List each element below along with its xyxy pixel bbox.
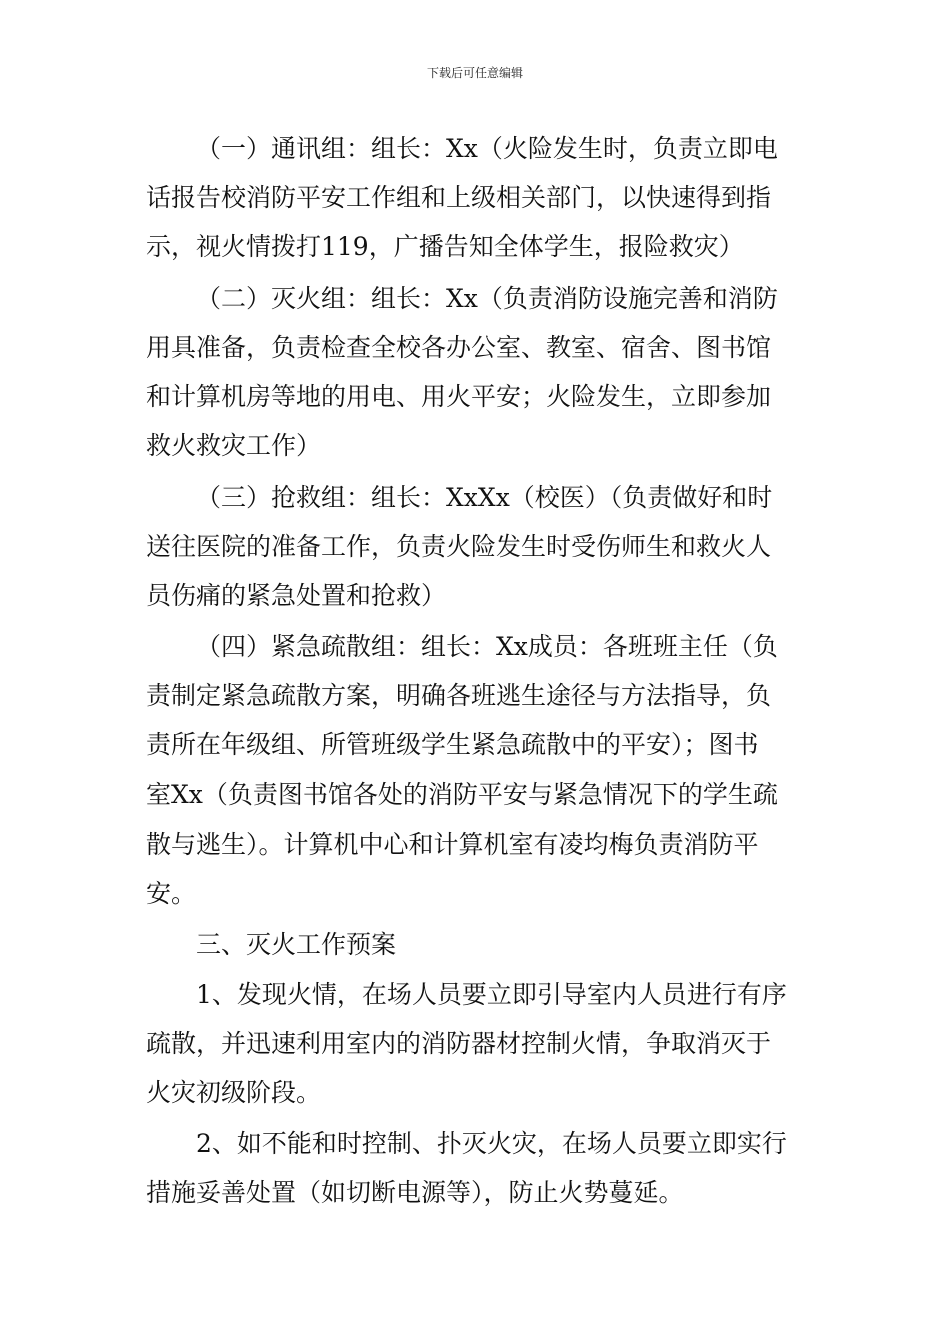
- text-line: 用具准备，负责检查全校各办公室、教室、宿舍、图书馆: [146, 333, 772, 362]
- page-header: 下载后可任意编辑: [426, 66, 523, 80]
- text-line: （四）紧急疏散组：组长：Xx成员：各班班主任（负: [196, 632, 778, 661]
- text-line: 火灾初级阶段。: [146, 1078, 322, 1107]
- text-line: 责制定紧急疏散方案，明确各班逃生途径与方法指导，负: [146, 681, 772, 710]
- text-line: 安。: [146, 879, 197, 908]
- text-line: 和计算机房等地的用电、用火平安；火险发生，立即参加: [146, 382, 772, 411]
- text-line: 措施妥善处置（如切断电源等），防止火势蔓延。: [146, 1178, 684, 1207]
- text-line: （三）抢救组：组长：XxXx（校医）（负责做好和时: [196, 483, 773, 512]
- text-line: 示，视火情拨打119，广播告知全体学生，报险救灾）: [146, 232, 744, 261]
- section-heading: 三、灭火工作预案: [196, 930, 397, 959]
- text-line: 疏散，并迅速利用室内的消防器材控制火情，争取消灭于: [146, 1029, 772, 1058]
- text-line: （二）灭火组：组长：Xx（负责消防设施完善和消防: [196, 284, 778, 313]
- text-line: 救火救灾工作）: [146, 431, 322, 460]
- text-line: 责所在年级组、所管班级学生紧急疏散中的平安）；图书: [146, 730, 759, 759]
- text-line: 员伤痛的紧急处置和抢救）: [146, 581, 447, 610]
- text-line: 室Xx（负责图书馆各处的消防平安与紧急情况下的学生疏: [146, 780, 778, 809]
- text-line: 2、如不能和时控制、扑灭火灾，在场人员要立即实行: [196, 1129, 787, 1158]
- text-line: 送往医院的准备工作，负责火险发生时受伤师生和救火人: [146, 532, 772, 561]
- text-line: 散与逃生）。计算机中心和计算机室有凌均梅负责消防平: [146, 830, 759, 859]
- text-line: 1、发现火情，在场人员要立即引导室内人员进行有序: [196, 980, 787, 1009]
- text-line: （一）通讯组：组长：Xx（火险发生时，负责立即电: [196, 134, 778, 163]
- text-line: 话报告校消防平安工作组和上级相关部门，以快速得到指: [146, 183, 772, 212]
